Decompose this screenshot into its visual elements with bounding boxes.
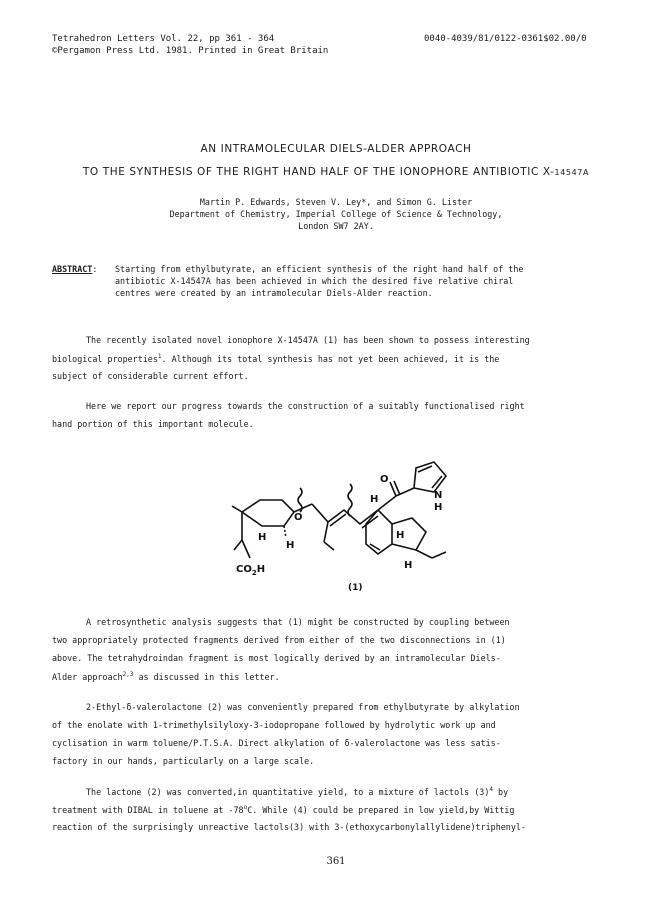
acid-side-bond [234,540,242,550]
acyl-bond [378,496,396,510]
para5-text-b: by [493,787,509,797]
para5-line-1 [86,786,508,797]
disconnection-mark-1 [298,488,302,512]
pyrrole-double-2 [432,476,442,488]
para5-text-c: treatment with DIBAL in toluene at -78 [52,805,244,815]
side-ethyl-2 [432,552,446,558]
publisher-line: ©Pergamon Press Ltd. 1981. Printed in Great Britain [52,46,329,56]
methyl-bond [232,506,242,512]
para5-line-3: reaction of the surprisingly unreactive lactols(3) with 3-(ethoxycarbonylallylidene)triphenyl- [52,822,526,832]
ethyl-bond [324,522,328,542]
compound-label: (1) [348,583,363,593]
double-bond-1 [330,514,346,526]
para5-text-d: C. While (4) could be prepared in low yield,by Wittig [247,805,515,815]
para3-line-2: two appropriately protected fragments derived from either of the two disconnections in (1) [52,635,506,645]
disconnection-mark-2 [348,484,352,516]
hydrogen-4: H [396,530,405,541]
hydrogen-5: H [404,560,413,571]
para3-line-1: A retrosynthetic analysis suggests that (1) might be constructed by coupling between [86,617,510,627]
pyrrole-nh-hydrogen: H [434,502,443,513]
pyrrole-nitrogen: N [434,490,443,501]
title-line-2 [0,166,672,178]
ring-to-chain-bond [294,504,312,512]
para3-text-a: Alder approach [52,672,123,682]
para4-line-2: of the enolate with 1-trimethylsilyloxy-3-iodopropane followed by hydrolytic work up and [52,720,496,730]
title-antibiotic-code: 14547A [554,168,590,177]
abstract-heading [52,264,97,274]
para5-line-2 [52,804,514,815]
author-names: Martin P. Edwards, Steven V. Ley*, and Simon G. Lister [199,197,473,207]
para2-line-1: Here we report our progress towards the construction of a suitably functionalised right [86,401,525,411]
para3-line-3: above. The tetrahydroindan fragment is most logically derived by an intramolecular Diels- [52,653,501,663]
abstract-label: ABSTRACT [52,264,93,274]
page-number: 361 [326,856,346,867]
acid-subscript: 2 [251,569,257,577]
structure-bonds [232,462,446,558]
abstract-line-1: Starting from ethylbutyrate, an efficient synthesis of the right hand half of the [115,264,524,274]
double-bond-2 [362,516,378,528]
acid-h: H [256,564,266,575]
para1-line-2 [52,353,499,364]
degree-sign: o [243,804,248,811]
acid-co: CO [236,564,252,575]
pyran-ring [242,500,294,526]
ref-2-3: 2,3 [122,671,134,678]
title-line-2-text: TO THE SYNTHESIS OF THE RIGHT HAND HALF OF THE IONOPHORE ANTIBIOTIC X- [82,166,555,178]
para1-line-3: subject of considerable current effort. [52,371,249,381]
abstract-line-3: centres were created by an intramolecular Diels-Alder reaction. [115,288,433,298]
journal-citation: Tetrahedron Letters Vol. 22, pp 361 - 364 [52,34,275,44]
acid-bond [242,540,250,558]
hydrogen-1: H [258,532,267,543]
acid-group [236,564,265,577]
ref-4: 4 [489,786,493,793]
para4-line-4: factory in our hands, particularly on a large scale. [52,756,315,766]
structure-figure [220,440,500,600]
side-ethyl-1 [416,550,432,558]
ring-oxygen: O [294,512,303,523]
para3-line-4 [52,671,280,682]
para2-line-2: hand portion of this important molecule. [52,419,254,429]
para3-text-b: as discussed in this letter. [133,672,280,682]
hydrogen-2: H [286,540,295,551]
para4-line-3: cyclisation in warm toluene/P.T.S.A. Direct alkylation of δ-valerolactone was less satis- [52,738,501,748]
para1-text-b: . Although its total synthesis has not yet been achieved, it is the [161,354,500,364]
ketone-oxygen: O [380,474,389,485]
para1-line-1: The recently isolated novel ionophore X-14547A (1) has been shown to possess interesting [86,335,530,345]
title-line-1: AN INTRAMOLECULAR DIELS-ALDER APPROACH [200,143,472,155]
para4-line-1: 2-Ethyl-δ-valerolactone (2) was conveniently prepared from ethylbutyrate by alkylation [86,702,520,712]
abstract-line-2: antibiotic X-14547A has been achieved in which the desired five relative chiral [115,276,514,286]
ethyl-end [324,542,334,550]
author-city: London SW7 2AY. [298,221,374,231]
abstract-colon: : [92,264,98,274]
hash-bond [284,526,286,538]
hydrogen-3: H [370,494,379,505]
para1-text-a: biological properties [52,354,158,364]
para5-text-a: The lactone (2) was converted,in quantitative yield, to a mixture of lactols (3) [86,787,490,797]
ref-1: 1 [157,353,162,360]
author-affiliation: Department of Chemistry, Imperial College of Science & Technology, [169,209,503,219]
article-code: 0040-4039/81/0122-0361$02.00/0 [424,34,587,44]
